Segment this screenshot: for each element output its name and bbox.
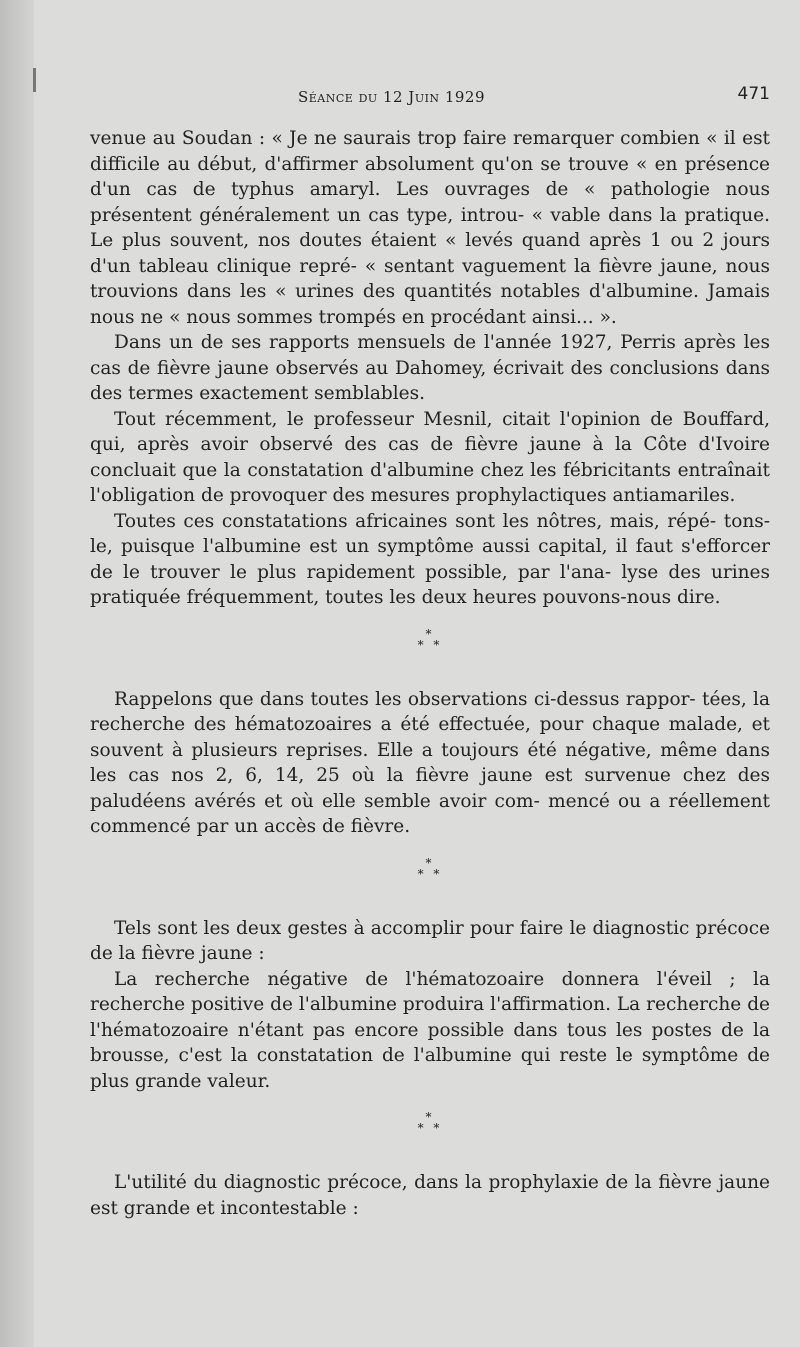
- section-separator: [90, 855, 770, 881]
- paragraph-1: venue au Soudan : « Je ne saurais trop faire remarquer combien « il est difficile au début, d'affirmer absolument qu'on se trouve « en présence d'un cas de typhus amaryl. Les ouvrages de « pathologie nous présentent généralement un cas type, introu- « vable dans la pratique. Le plus souvent, nos doutes étaient « levés quand après 1 ou 2 jours d'un tableau clinique repré- « sentant vaguement la fièvre jaune, nous trouvions dans les « urines des quantités notables d'albumine. Jamais nous ne « nous sommes trompés en procédant ainsi... ».: [90, 128, 770, 328]
- paragraph-8: L'utilité du diagnostic précoce, dans la prophylaxie de la fièvre jaune est grande et incontestable :: [90, 1172, 770, 1219]
- separator-top: *: [425, 1110, 435, 1124]
- separator-bottom: * *: [417, 1121, 443, 1135]
- page-header: [90, 84, 770, 114]
- paragraph-3: Tout récemment, le professeur Mesnil, citait l'opinion de Bouffard, qui, après avoir observé des cas de fièvre jaune à la Côte d'Ivoire concluait que la constatation d'albumine chez les fébricitants entraînait l'obligation de provoquer des mesures prophylactiques antiamariles.: [90, 408, 770, 506]
- paragraph-2: Dans un de ses rapports mensuels de l'année 1927, Perris après les cas de fièvre jaune observés au Dahomey, écrivait des conclusions dans des termes exactement semblables.: [90, 332, 770, 404]
- paragraph-5: Rappelons que dans toutes les observations ci-dessus rappor- tées, la recherche des hématozoaires a été effectuée, pour chaque malade, et souvent à plusieurs reprises. Elle a toujours été négative, même dans les cas nos 2, 6, 14, 25 où la fièvre jaune est survenue chez des paludéens avérés et où elle semble avoir com- mencé ou a réellement commencé par un accès de fièvre.: [90, 688, 770, 837]
- section-separator: [90, 1112, 770, 1134]
- paragraph-6: Tels sont les deux gestes à accomplir pour faire le diagnostic précoce de la fièvre jaune :: [90, 917, 770, 964]
- margin-mark: [33, 68, 36, 92]
- running-head: Séance du 12 Juin 1929: [298, 88, 485, 106]
- page-number: 471: [737, 84, 770, 104]
- separator-top: *: [425, 626, 435, 641]
- paragraph-7: La recherche négative de l'hématozoaire donnera l'éveil ; la recherche positive de l'albumine produira l'affirmation. La recherche de l'hématozoaire n'étant pas encore possible dans tous les postes de la brousse, c'est la constatation de l'albumine qui reste le symptôme de plus grande valeur.: [90, 968, 770, 1092]
- separator-bottom: * *: [417, 637, 443, 652]
- section-separator: [90, 626, 770, 652]
- page-gutter: [0, 0, 34, 1347]
- separator-bottom: * *: [417, 866, 443, 881]
- body-text: [90, 126, 770, 1221]
- paragraph-4: Toutes ces constatations africaines sont les nôtres, mais, répé- tons-le, puisque l'albumine est un symptôme aussi capital, il faut s'efforcer de le trouver le plus rapidement possible, par l'ana- lyse des urines pratiquée fréquemment, toutes les deux heures pouvons-nous dire.: [90, 510, 770, 608]
- separator-top: *: [425, 855, 435, 870]
